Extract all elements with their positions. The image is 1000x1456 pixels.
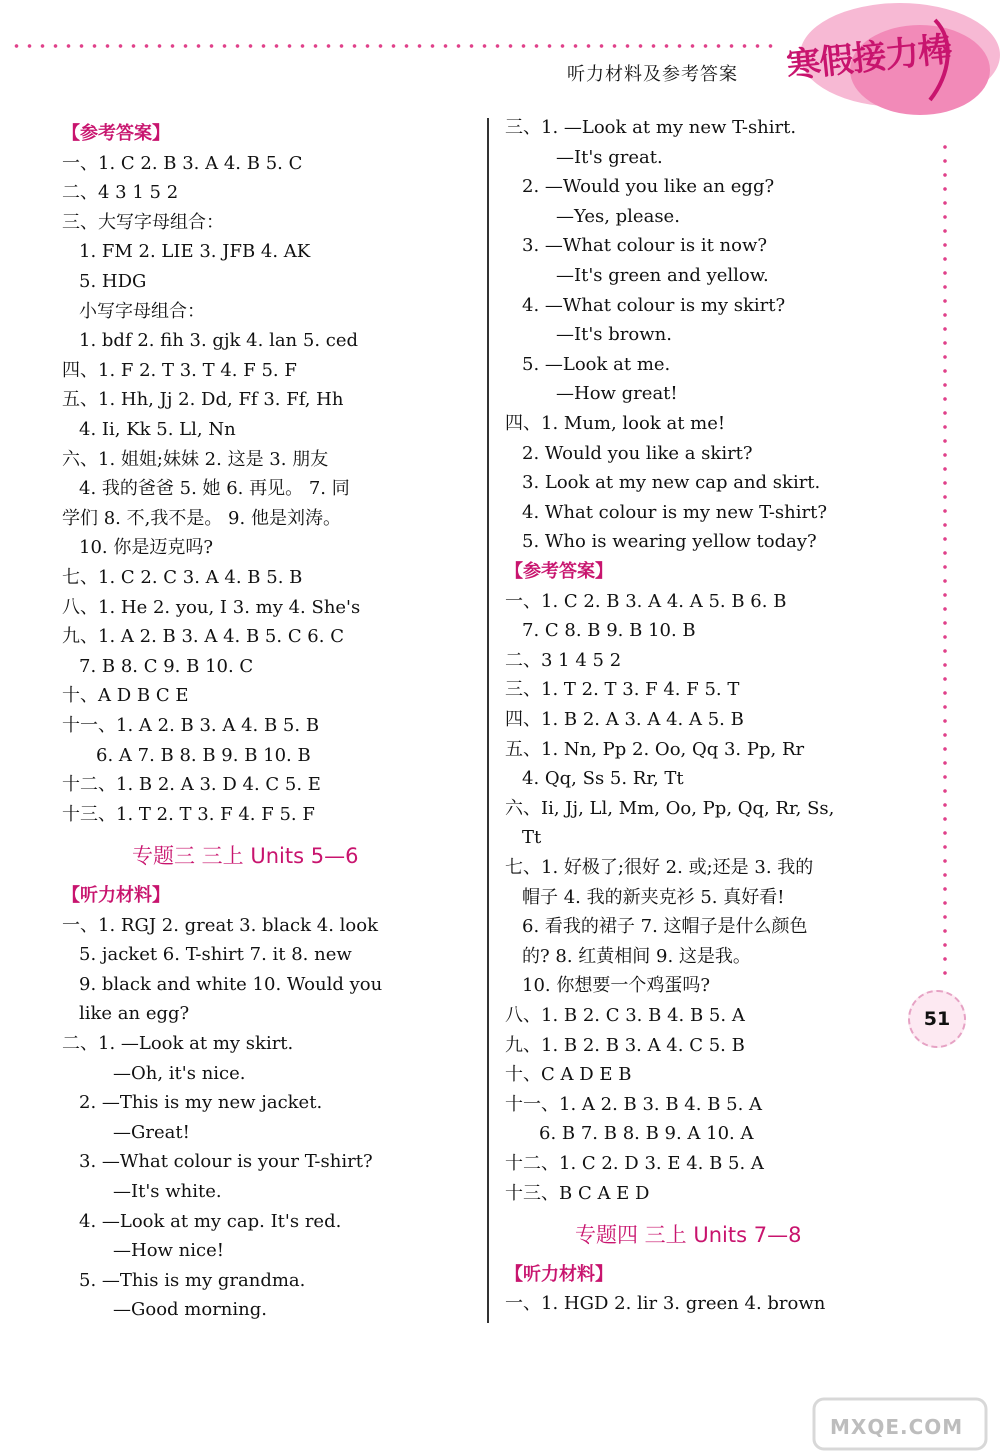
answer-line: 九、1. B 2. B 3. A 4. C 5. B — [505, 1034, 745, 1056]
answer-line: 二、1. —Look at my skirt. — [62, 1033, 294, 1054]
answer-line: —Good morning. — [113, 1299, 267, 1321]
answer-line: 9. black and white 10. Would you — [79, 973, 383, 995]
answer-line: 十一、1. A 2. B 3. A 4. B 5. B — [62, 715, 320, 736]
answer-line: 4. 我的爸爸 5. 她 6. 再见。 7. 同 — [79, 478, 350, 500]
answer-line: 1. bdf 2. fih 3. gjk 4. lan 5. ced — [79, 330, 359, 352]
page-number: 51 — [908, 990, 966, 1048]
answer-line: 三、1. —Look at my new T-shirt. — [505, 117, 797, 138]
answer-line: —Yes, please. — [556, 205, 680, 227]
answer-line: 十二、1. C 2. D 3. E 4. B 5. A — [505, 1153, 764, 1174]
answer-line: 二、3 1 4 5 2 — [505, 649, 622, 671]
answer-line: 十三、B C A E D — [505, 1182, 650, 1204]
answer-line: 一、1. C 2. B 3. A 4. A 5. B 6. B — [505, 590, 787, 612]
answer-line: 一、1. RGJ 2. great 3. black 4. look — [62, 914, 378, 936]
answer-line: 八、1. B 2. C 3. B 4. B 5. A — [505, 1005, 745, 1026]
answer-line: 五、1. Hh, Jj 2. Dd, Ff 3. Ff, Hh — [62, 389, 344, 411]
answer-line: 3. Look at my new cap and skirt. — [522, 472, 821, 494]
answer-line: 5. HDG — [79, 271, 147, 292]
section-tag: 【参考答案】 — [505, 561, 613, 582]
answer-line: 4. Qq, Ss 5. Rr, Tt — [522, 768, 684, 790]
answer-line: 六、Ii, Jj, Ll, Mm, Oo, Pp, Qq, Rr, Ss, — [505, 797, 835, 819]
answer-line: 十、C A D E B — [505, 1064, 632, 1086]
answer-line: 四、1. F 2. T 3. T 4. F 5. F — [62, 359, 297, 381]
watermark-text: MXQE.COM — [830, 1415, 964, 1439]
section-tag: 【听力材料】 — [505, 1263, 613, 1285]
answer-line: 九、1. A 2. B 3. A 4. B 5. C 6. C — [62, 626, 344, 648]
section-title: 专题四 三上 Units 7—8 — [575, 1223, 802, 1248]
answer-line: 4. Ii, Kk 5. Ll, Nn — [79, 419, 236, 440]
answer-line: 十、A D B C E — [62, 685, 189, 707]
answer-line: 四、1. Mum, look at me! — [505, 413, 726, 434]
answer-line: 小写字母组合： — [79, 300, 205, 322]
answer-line: —Great! — [113, 1121, 190, 1143]
answer-line: 7. B 8. C 9. B 10. C — [79, 655, 254, 677]
answer-line: 4. —What colour is my skirt? — [522, 294, 786, 316]
answer-line: 6. 看我的裙子 7. 这帽子是什么颜色 — [522, 916, 808, 938]
right-dotted-border — [943, 140, 947, 980]
answer-line: 4. —Look at my cap. It's red. — [79, 1210, 342, 1232]
answer-line: 十一、1. A 2. B 3. B 4. B 5. A — [505, 1093, 763, 1115]
answer-line: 5. Who is wearing yellow today? — [522, 531, 817, 553]
answer-line: —It's brown. — [556, 324, 672, 346]
answer-line: —It's green and yellow. — [556, 265, 769, 286]
answer-line: —How great! — [556, 383, 678, 405]
answer-line: 10. 你想要一个鸡蛋吗? — [522, 975, 710, 997]
answer-line: 3. —What colour is it now? — [522, 235, 768, 257]
answer-line: 十二、1. B 2. A 3. D 4. C 5. E — [62, 774, 321, 796]
answer-line: 一、1. HGD 2. lir 3. green 4. brown — [505, 1293, 826, 1315]
answer-line: 6. A 7. B 8. B 9. B 10. B — [96, 744, 311, 766]
answer-line: 八、1. He 2. you, I 3. my 4. She's — [62, 596, 361, 618]
answer-line: —It's white. — [113, 1181, 222, 1202]
answer-line: —How nice! — [113, 1240, 224, 1262]
answer-line: 学们 8. 不,我不是。 9. 他是刘涛。 — [62, 507, 341, 529]
answer-line: 五、1. Nn, Pp 2. Oo, Qq 3. Pp, Rr — [505, 738, 805, 760]
answer-line: 六、1. 姐姐;妹妹 2. 这是 3. 朋友 — [62, 448, 329, 470]
section-tag: 【听力材料】 — [62, 885, 170, 906]
answer-line: 10. 你是迈克吗? — [79, 537, 213, 559]
answer-line: 7. C 8. B 9. B 10. B — [522, 620, 696, 642]
answer-line: 4. What colour is my new T-shirt? — [522, 501, 827, 523]
answer-line: 5. —This is my grandma. — [79, 1269, 306, 1291]
section-title: 专题三 三上 Units 5—6 — [132, 844, 359, 869]
answer-line: 2. —Would you like an egg? — [522, 176, 775, 198]
top-dotted-border — [10, 44, 780, 48]
answer-line: Tt — [522, 827, 542, 849]
answer-line: 5. jacket 6. T-shirt 7. it 8. new — [79, 944, 352, 966]
answer-line: like an egg? — [79, 1003, 190, 1025]
answer-line: 四、1. B 2. A 3. A 4. A 5. B — [505, 709, 744, 730]
answer-line: 2. Would you like a skirt? — [522, 442, 753, 464]
answer-line: 1. FM 2. LIE 3. JFB 4. AK — [79, 241, 311, 263]
answer-line: 三、大写字母组合： — [62, 211, 224, 233]
header-title: 听力材料及参考答案 — [567, 64, 738, 85]
column-divider — [487, 118, 489, 1323]
answer-line: —It's great. — [556, 146, 663, 168]
answer-line: 二、4 3 1 5 2 — [62, 182, 179, 204]
answer-line: 一、1. C 2. B 3. A 4. B 5. C — [62, 152, 303, 174]
answer-line: 三、1. T 2. T 3. F 4. F 5. T — [505, 679, 740, 701]
section-tag: 【参考答案】 — [62, 123, 170, 144]
answer-line: 帽子 4. 我的新夹克衫 5. 真好看! — [522, 886, 785, 908]
answer-line: 七、1. 好极了;很好 2. 或;还是 3. 我的 — [505, 857, 814, 878]
answer-line: 十三、1. T 2. T 3. F 4. F 5. F — [62, 803, 315, 825]
answer-line: 2. —This is my new jacket. — [79, 1092, 323, 1114]
logo-text: 寒假接力棒 — [784, 29, 954, 87]
answer-line: —Oh, it's nice. — [113, 1062, 246, 1084]
answer-line: 的? 8. 红黄相间 9. 这是我。 — [522, 945, 751, 967]
answer-line: 3. —What colour is your T-shirt? — [79, 1151, 373, 1173]
answer-line: 七、1. C 2. C 3. A 4. B 5. B — [62, 567, 303, 588]
answer-line: 6. B 7. B 8. B 9. A 10. A — [539, 1123, 754, 1145]
answer-line: 5. —Look at me. — [522, 353, 671, 375]
